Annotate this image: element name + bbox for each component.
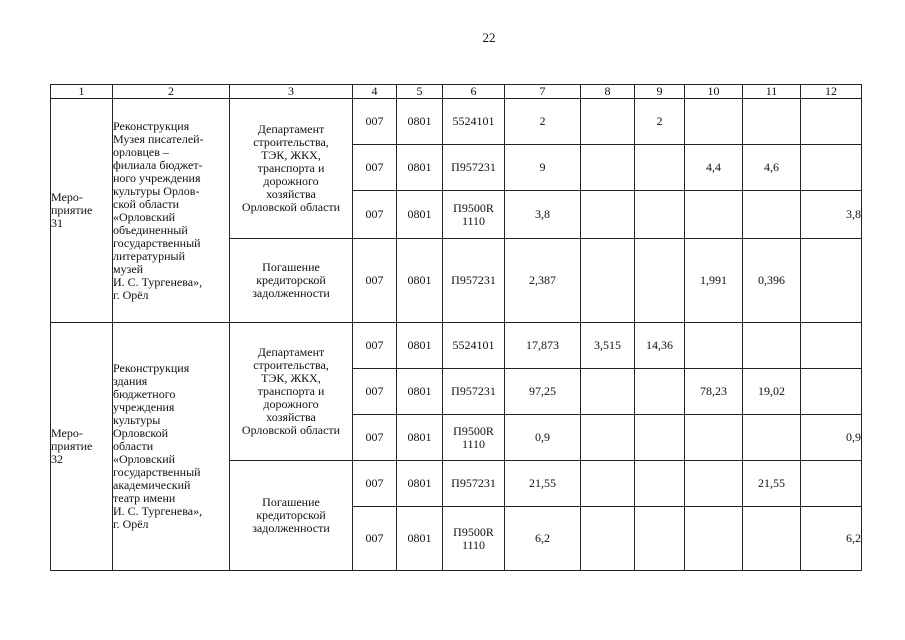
year-amount: [801, 369, 862, 415]
grbs-code: 007: [353, 323, 397, 369]
total-amount: 2,387: [505, 239, 581, 323]
executor-cell: Департамент строительства, ТЭК, ЖКХ, транспорта и дорожного хозяйства Орловской области: [230, 99, 353, 239]
year-amount: 19,02: [743, 369, 801, 415]
section-code: 0801: [397, 191, 443, 239]
year-amount: [685, 323, 743, 369]
year-amount: [581, 239, 635, 323]
year-amount: [801, 323, 862, 369]
total-amount: 3,8: [505, 191, 581, 239]
year-amount: 0,396: [743, 239, 801, 323]
year-amount: [743, 323, 801, 369]
column-header: 8: [581, 85, 635, 99]
target-article-code: 5524101: [443, 323, 505, 369]
column-header: 10: [685, 85, 743, 99]
table-row: [51, 99, 862, 145]
year-amount: 78,23: [685, 369, 743, 415]
year-amount: [685, 507, 743, 571]
year-amount: [685, 461, 743, 507]
page-number: 22: [482, 30, 496, 45]
budget-table: [50, 84, 862, 571]
table-body: [51, 99, 862, 571]
target-article-code: П957231: [443, 369, 505, 415]
grbs-code: 007: [353, 461, 397, 507]
executor-cell: Погашение кредиторской задолженности: [230, 239, 353, 323]
grbs-code: 007: [353, 507, 397, 571]
year-amount: [581, 99, 635, 145]
year-amount: [743, 415, 801, 461]
year-amount: [635, 239, 685, 323]
column-header: 3: [230, 85, 353, 99]
total-amount: 21,55: [505, 461, 581, 507]
column-header: 5: [397, 85, 443, 99]
year-amount: 3,8: [801, 191, 862, 239]
year-amount: [635, 461, 685, 507]
table-row: [51, 323, 862, 369]
year-amount: [635, 191, 685, 239]
grbs-code: 007: [353, 145, 397, 191]
section-code: 0801: [397, 323, 443, 369]
year-amount: [635, 369, 685, 415]
grbs-code: 007: [353, 191, 397, 239]
year-amount: [635, 415, 685, 461]
measure-number: Меро- приятие 32: [51, 323, 113, 571]
year-amount: [581, 145, 635, 191]
year-amount: 1,991: [685, 239, 743, 323]
year-amount: [801, 239, 862, 323]
year-amount: [581, 507, 635, 571]
year-amount: 6,2: [801, 507, 862, 571]
section-code: 0801: [397, 507, 443, 571]
column-number-row: [51, 85, 862, 99]
section-code: 0801: [397, 145, 443, 191]
year-amount: [801, 99, 862, 145]
column-header: 6: [443, 85, 505, 99]
year-amount: [743, 99, 801, 145]
target-article-code: П9500R 1110: [443, 415, 505, 461]
year-amount: [743, 191, 801, 239]
column-header: 4: [353, 85, 397, 99]
total-amount: 0,9: [505, 415, 581, 461]
measure-name: Реконструкция Музея писателей- орловцев – филиала бюджет- ного учреждения культуры Орлов- ской области «Орловский объединенный государственный литературный музей И. С. Тургенева», г. Орёл: [113, 99, 230, 323]
year-amount: 4,4: [685, 145, 743, 191]
year-amount: 14,36: [635, 323, 685, 369]
year-amount: 0,9: [801, 415, 862, 461]
year-amount: [635, 145, 685, 191]
year-amount: [685, 191, 743, 239]
column-header: 2: [113, 85, 230, 99]
measure-name: Реконструкция здания бюджетного учреждения культуры Орловской области «Орловский государственный академический театр имени И. С. Тургенева», г. Орёл: [113, 323, 230, 571]
target-article-code: П9500R 1110: [443, 507, 505, 571]
year-amount: [685, 415, 743, 461]
year-amount: [581, 369, 635, 415]
year-amount: [581, 461, 635, 507]
total-amount: 97,25: [505, 369, 581, 415]
grbs-code: 007: [353, 415, 397, 461]
year-amount: 4,6: [743, 145, 801, 191]
column-header: 1: [51, 85, 113, 99]
column-header: 9: [635, 85, 685, 99]
target-article-code: П957231: [443, 239, 505, 323]
column-header: 11: [743, 85, 801, 99]
year-amount: [743, 507, 801, 571]
year-amount: [801, 145, 862, 191]
column-header: 12: [801, 85, 862, 99]
section-code: 0801: [397, 239, 443, 323]
total-amount: 6,2: [505, 507, 581, 571]
target-article-code: П957231: [443, 461, 505, 507]
year-amount: 2: [635, 99, 685, 145]
total-amount: 17,873: [505, 323, 581, 369]
target-article-code: 5524101: [443, 99, 505, 145]
year-amount: [801, 461, 862, 507]
column-header: 7: [505, 85, 581, 99]
section-code: 0801: [397, 461, 443, 507]
executor-cell: Департамент строительства, ТЭК, ЖКХ, транспорта и дорожного хозяйства Орловской области: [230, 323, 353, 461]
year-amount: [581, 415, 635, 461]
target-article-code: П957231: [443, 145, 505, 191]
grbs-code: 007: [353, 99, 397, 145]
section-code: 0801: [397, 415, 443, 461]
target-article-code: П9500R 1110: [443, 191, 505, 239]
year-amount: 3,515: [581, 323, 635, 369]
total-amount: 2: [505, 99, 581, 145]
total-amount: 9: [505, 145, 581, 191]
year-amount: [685, 99, 743, 145]
year-amount: [635, 507, 685, 571]
section-code: 0801: [397, 369, 443, 415]
grbs-code: 007: [353, 369, 397, 415]
section-code: 0801: [397, 99, 443, 145]
executor-cell: Погашение кредиторской задолженности: [230, 461, 353, 571]
year-amount: 21,55: [743, 461, 801, 507]
measure-number: Меро- приятие 31: [51, 99, 113, 323]
year-amount: [581, 191, 635, 239]
grbs-code: 007: [353, 239, 397, 323]
